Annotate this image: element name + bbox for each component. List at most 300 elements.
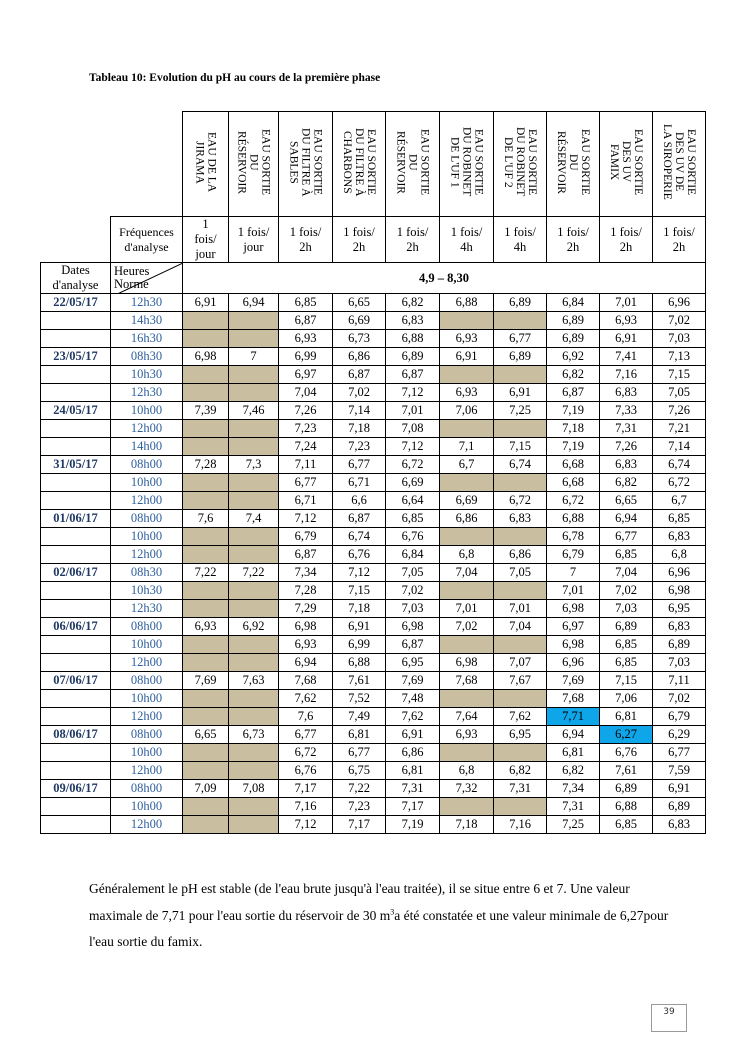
ph-value-cell: 6,91 bbox=[183, 294, 229, 312]
date-cell bbox=[41, 438, 111, 456]
ph-value-cell: 7,03 bbox=[386, 600, 440, 618]
norme-row bbox=[41, 263, 706, 294]
hour-cell: 10h00 bbox=[111, 744, 183, 762]
date-cell bbox=[41, 492, 111, 510]
ph-value-cell: 7,64 bbox=[440, 708, 494, 726]
ph-value-cell: 6,76 bbox=[386, 528, 440, 546]
table-row bbox=[41, 312, 706, 330]
ph-value-cell: 7,49 bbox=[333, 708, 386, 726]
empty-shaded-cell bbox=[229, 528, 279, 546]
table-row bbox=[41, 600, 706, 618]
ph-value-cell: 6,87 bbox=[279, 312, 333, 330]
ph-value-cell: 7,69 bbox=[386, 672, 440, 690]
conclusion-paragraph bbox=[89, 876, 679, 956]
date-cell bbox=[41, 384, 111, 402]
ph-value-cell: 7,09 bbox=[183, 780, 229, 798]
empty-shaded-cell bbox=[229, 654, 279, 672]
empty-shaded-cell bbox=[494, 690, 547, 708]
frequency-cell: 1 fois/ 2h bbox=[386, 217, 440, 263]
ph-value-cell: 7,31 bbox=[494, 780, 547, 798]
ph-value-cell: 6,79 bbox=[547, 546, 600, 564]
empty-shaded-cell bbox=[440, 474, 494, 492]
ph-value-cell: 6,93 bbox=[279, 330, 333, 348]
ph-value-cell: 6,85 bbox=[279, 294, 333, 312]
ph-value-cell: 6,72 bbox=[547, 492, 600, 510]
ph-value-cell: 6,68 bbox=[547, 456, 600, 474]
ph-value-cell: 7,12 bbox=[333, 564, 386, 582]
ph-value-cell: 7,15 bbox=[333, 582, 386, 600]
ph-value-cell: 6,95 bbox=[494, 726, 547, 744]
ph-value-cell: 6,83 bbox=[494, 510, 547, 528]
table-row bbox=[41, 690, 706, 708]
date-cell bbox=[41, 420, 111, 438]
ph-value-cell: 7,3 bbox=[229, 456, 279, 474]
ph-value-cell: 6,87 bbox=[386, 636, 440, 654]
ph-value-cell: 6,93 bbox=[440, 330, 494, 348]
ph-value-cell: 7,25 bbox=[494, 402, 547, 420]
ph-value-cell: 6,89 bbox=[547, 312, 600, 330]
empty-shaded-cell bbox=[183, 312, 229, 330]
ph-value-cell: 7,18 bbox=[547, 420, 600, 438]
ph-value-cell: 6,89 bbox=[653, 798, 706, 816]
ph-value-cell: 7,16 bbox=[494, 816, 547, 834]
date-cell bbox=[41, 708, 111, 726]
empty-shaded-cell bbox=[183, 330, 229, 348]
ph-value-cell: 7,01 bbox=[547, 582, 600, 600]
empty-shaded-cell bbox=[183, 708, 229, 726]
empty-shaded-cell bbox=[494, 582, 547, 600]
table-row bbox=[41, 546, 706, 564]
ph-value-cell: 6,71 bbox=[279, 492, 333, 510]
ph-value-cell: 7,21 bbox=[653, 420, 706, 438]
table-row bbox=[41, 708, 706, 726]
ph-value-cell: 7,28 bbox=[279, 582, 333, 600]
empty-shaded-cell bbox=[229, 492, 279, 510]
ph-value-cell: 6,29 bbox=[653, 726, 706, 744]
ph-value-cell: 7,04 bbox=[440, 564, 494, 582]
ph-value-cell: 7,26 bbox=[600, 438, 653, 456]
ph-value-cell: 7,11 bbox=[279, 456, 333, 474]
ph-value-cell: 7,01 bbox=[494, 600, 547, 618]
ph-value-cell: 7,16 bbox=[600, 366, 653, 384]
table-row bbox=[41, 636, 706, 654]
ph-value-cell: 7,28 bbox=[183, 456, 229, 474]
ph-value-cell: 6,81 bbox=[600, 708, 653, 726]
ph-value-cell: 6,87 bbox=[279, 546, 333, 564]
hour-cell: 12h00 bbox=[111, 492, 183, 510]
ph-value-cell: 7,04 bbox=[600, 564, 653, 582]
empty-shaded-cell bbox=[183, 798, 229, 816]
ph-value-cell: 6,68 bbox=[547, 474, 600, 492]
date-cell bbox=[41, 798, 111, 816]
ph-value-cell: 7,6 bbox=[279, 708, 333, 726]
table-row bbox=[41, 564, 706, 582]
ph-value-cell: 6,89 bbox=[494, 348, 547, 366]
empty-shaded-cell bbox=[440, 744, 494, 762]
ph-value-cell: 6,86 bbox=[440, 510, 494, 528]
ph-value-cell: 7,15 bbox=[600, 672, 653, 690]
ph-value-cell: 7,62 bbox=[279, 690, 333, 708]
column-header-label: EAU DE LA JIRAMA bbox=[193, 131, 218, 193]
ph-value-cell: 7,12 bbox=[279, 816, 333, 834]
ph-value-cell: 7,16 bbox=[279, 798, 333, 816]
empty-shaded-cell bbox=[440, 312, 494, 330]
ph-value-cell: 7,68 bbox=[547, 690, 600, 708]
ph-value-cell: 6,94 bbox=[547, 726, 600, 744]
ph-value-cell: 6,91 bbox=[494, 384, 547, 402]
ph-value-cell: 6,89 bbox=[600, 780, 653, 798]
ph-value-cell: 7,34 bbox=[547, 780, 600, 798]
hour-cell: 10h00 bbox=[111, 474, 183, 492]
heures-norme-cell bbox=[111, 263, 183, 294]
empty-shaded-cell bbox=[229, 474, 279, 492]
ph-value-cell: 7,12 bbox=[386, 384, 440, 402]
empty-shaded-cell bbox=[183, 420, 229, 438]
ph-value-cell: 7,17 bbox=[279, 780, 333, 798]
ph-value-cell: 6,77 bbox=[279, 474, 333, 492]
ph-value-cell: 7,17 bbox=[333, 816, 386, 834]
ph-value-cell: 6,79 bbox=[653, 708, 706, 726]
ph-value-cell: 6,89 bbox=[494, 294, 547, 312]
empty-shaded-cell bbox=[440, 366, 494, 384]
hour-cell: 10h30 bbox=[111, 366, 183, 384]
frequency-cell: 1 fois/ 2h bbox=[547, 217, 600, 263]
empty-shaded-cell bbox=[440, 528, 494, 546]
frequency-cell: 1 fois/ 4h bbox=[440, 217, 494, 263]
ph-value-cell: 6,27 bbox=[600, 726, 653, 744]
table-row bbox=[41, 726, 706, 744]
date-cell: 24/05/17 bbox=[41, 402, 111, 420]
ph-value-cell: 6,79 bbox=[279, 528, 333, 546]
ph-value-cell: 7 bbox=[229, 348, 279, 366]
ph-value-cell: 7,02 bbox=[653, 690, 706, 708]
ph-value-cell: 6,87 bbox=[333, 366, 386, 384]
hour-cell: 08h30 bbox=[111, 348, 183, 366]
column-header-label: EAU SORTIE DU FILTRE À CHARBONS bbox=[341, 127, 377, 197]
hour-cell: 12h30 bbox=[111, 384, 183, 402]
column-header bbox=[600, 112, 653, 217]
ph-value-cell: 7,68 bbox=[440, 672, 494, 690]
hour-cell: 08h00 bbox=[111, 510, 183, 528]
empty-shaded-cell bbox=[440, 582, 494, 600]
ph-value-cell: 6,69 bbox=[440, 492, 494, 510]
empty-shaded-cell bbox=[183, 492, 229, 510]
ph-value-cell: 7,19 bbox=[547, 402, 600, 420]
date-cell bbox=[41, 690, 111, 708]
ph-value-cell: 6,72 bbox=[386, 456, 440, 474]
table-row bbox=[41, 672, 706, 690]
date-cell bbox=[41, 816, 111, 834]
ph-value-cell: 6,75 bbox=[333, 762, 386, 780]
ph-value-cell: 6,84 bbox=[386, 546, 440, 564]
column-header-label: EAU SORTIE DES UV FAMIX bbox=[608, 128, 644, 196]
table-row bbox=[41, 816, 706, 834]
ph-value-cell: 6,88 bbox=[440, 294, 494, 312]
table-row bbox=[41, 510, 706, 528]
ph-value-cell: 7,25 bbox=[547, 816, 600, 834]
ph-value-cell: 6,92 bbox=[547, 348, 600, 366]
table-row bbox=[41, 330, 706, 348]
ph-value-cell: 6,72 bbox=[279, 744, 333, 762]
empty-shaded-cell bbox=[183, 744, 229, 762]
frequency-cell: 1 fois/ 2h bbox=[653, 217, 706, 263]
hour-cell: 10h30 bbox=[111, 582, 183, 600]
hour-cell: 12h00 bbox=[111, 654, 183, 672]
ph-value-cell: 6,94 bbox=[229, 294, 279, 312]
empty-shaded-cell bbox=[229, 816, 279, 834]
empty-shaded-cell bbox=[229, 420, 279, 438]
hour-cell: 12h00 bbox=[111, 420, 183, 438]
ph-value-cell: 6,96 bbox=[653, 294, 706, 312]
ph-value-cell: 7,23 bbox=[333, 798, 386, 816]
empty-shaded-cell bbox=[440, 798, 494, 816]
ph-value-cell: 6,84 bbox=[547, 294, 600, 312]
empty-shaded-cell bbox=[229, 744, 279, 762]
ph-value-cell: 7,32 bbox=[440, 780, 494, 798]
hour-cell: 12h00 bbox=[111, 816, 183, 834]
empty-shaded-cell bbox=[229, 798, 279, 816]
ph-value-cell: 7,22 bbox=[229, 564, 279, 582]
ph-value-cell: 6,95 bbox=[386, 654, 440, 672]
heures-label: Heures bbox=[114, 264, 150, 278]
ph-value-cell: 6,88 bbox=[386, 330, 440, 348]
norme-range: 4,9 – 8,30 bbox=[183, 263, 706, 294]
date-cell: 31/05/17 bbox=[41, 456, 111, 474]
ph-value-cell: 7,31 bbox=[386, 780, 440, 798]
table-row bbox=[41, 438, 706, 456]
ph-value-cell: 7,39 bbox=[183, 402, 229, 420]
ph-value-cell: 7,01 bbox=[600, 294, 653, 312]
ph-value-cell: 6,76 bbox=[600, 744, 653, 762]
ph-value-cell: 7,19 bbox=[386, 816, 440, 834]
ph-value-cell: 7,62 bbox=[386, 708, 440, 726]
empty-shaded-cell bbox=[183, 474, 229, 492]
ph-value-cell: 7,02 bbox=[333, 384, 386, 402]
column-header bbox=[494, 112, 547, 217]
ph-value-cell: 7,15 bbox=[653, 366, 706, 384]
table-row bbox=[41, 384, 706, 402]
empty-shaded-cell bbox=[229, 312, 279, 330]
ph-value-cell: 6,83 bbox=[653, 816, 706, 834]
ph-value-cell: 7,03 bbox=[600, 600, 653, 618]
ph-value-cell: 7,52 bbox=[333, 690, 386, 708]
ph-value-cell: 6,98 bbox=[386, 618, 440, 636]
table-row bbox=[41, 654, 706, 672]
ph-value-cell: 7,48 bbox=[386, 690, 440, 708]
ph-value-cell: 7,05 bbox=[494, 564, 547, 582]
ph-value-cell: 6,87 bbox=[333, 510, 386, 528]
table-row bbox=[41, 474, 706, 492]
date-cell bbox=[41, 474, 111, 492]
ph-value-cell: 6,7 bbox=[440, 456, 494, 474]
ph-value-cell: 7,26 bbox=[279, 402, 333, 420]
hour-cell: 10h00 bbox=[111, 636, 183, 654]
ph-value-cell: 7,05 bbox=[653, 384, 706, 402]
date-cell: 09/06/17 bbox=[41, 780, 111, 798]
ph-value-cell: 6,7 bbox=[653, 492, 706, 510]
hour-cell: 08h30 bbox=[111, 564, 183, 582]
hour-cell: 08h00 bbox=[111, 456, 183, 474]
ph-value-cell: 7,17 bbox=[386, 798, 440, 816]
ph-value-cell: 6,93 bbox=[183, 618, 229, 636]
ph-value-cell: 6,88 bbox=[333, 654, 386, 672]
ph-value-cell: 6,76 bbox=[279, 762, 333, 780]
ph-value-cell: 6,8 bbox=[440, 546, 494, 564]
ph-value-cell: 7,04 bbox=[494, 618, 547, 636]
paragraph-text-2: a été constatée et une valeur minimale de 6,27pour l'eau sortie du famix. bbox=[89, 907, 669, 949]
date-cell bbox=[41, 366, 111, 384]
column-header bbox=[183, 112, 229, 217]
hour-cell: 08h00 bbox=[111, 726, 183, 744]
ph-value-cell: 6,87 bbox=[386, 366, 440, 384]
ph-value-cell: 6,81 bbox=[333, 726, 386, 744]
ph-value-cell: 6,72 bbox=[653, 474, 706, 492]
ph-value-cell: 7,71 bbox=[547, 708, 600, 726]
ph-value-cell: 6,69 bbox=[386, 474, 440, 492]
ph-value-cell: 6,6 bbox=[333, 492, 386, 510]
empty-shaded-cell bbox=[183, 600, 229, 618]
table-row bbox=[41, 618, 706, 636]
ph-value-cell: 6,83 bbox=[653, 528, 706, 546]
empty-shaded-cell bbox=[229, 600, 279, 618]
ph-value-cell: 6,64 bbox=[386, 492, 440, 510]
page-number: 39 bbox=[651, 1004, 687, 1032]
ph-value-cell: 7,46 bbox=[229, 402, 279, 420]
empty-shaded-cell bbox=[494, 744, 547, 762]
empty-shaded-cell bbox=[229, 636, 279, 654]
ph-value-cell: 6,85 bbox=[653, 510, 706, 528]
ph-value-cell: 6,86 bbox=[333, 348, 386, 366]
ph-value-cell: 7,08 bbox=[229, 780, 279, 798]
hour-cell: 10h00 bbox=[111, 798, 183, 816]
ph-value-cell: 6,77 bbox=[333, 744, 386, 762]
ph-value-cell: 6,83 bbox=[653, 618, 706, 636]
date-cell bbox=[41, 762, 111, 780]
ph-value-cell: 6,85 bbox=[386, 510, 440, 528]
ph-value-cell: 6,98 bbox=[547, 600, 600, 618]
date-cell bbox=[41, 600, 111, 618]
date-cell bbox=[41, 330, 111, 348]
empty-shaded-cell bbox=[229, 330, 279, 348]
ph-value-cell: 7,33 bbox=[600, 402, 653, 420]
table-row bbox=[41, 582, 706, 600]
ph-value-cell: 6,85 bbox=[600, 816, 653, 834]
table-row bbox=[41, 348, 706, 366]
ph-value-cell: 7,26 bbox=[653, 402, 706, 420]
hour-cell: 12h30 bbox=[111, 294, 183, 312]
table-caption: Tableau 10: Evolution du pH au cours de la première phase bbox=[89, 72, 381, 84]
column-header-label: EAU SORTIE DU ROBINET DE L'UF 2 bbox=[502, 127, 538, 197]
ph-value-cell: 7,06 bbox=[440, 402, 494, 420]
ph-value-cell: 6,98 bbox=[653, 582, 706, 600]
ph-value-cell: 6,65 bbox=[333, 294, 386, 312]
ph-value-cell: 6,77 bbox=[653, 744, 706, 762]
ph-value-cell: 6,94 bbox=[279, 654, 333, 672]
ph-value-cell: 6,91 bbox=[440, 348, 494, 366]
column-header-label: EAU SORTIE DU ROBINET DE L'UF 1 bbox=[448, 127, 485, 197]
ph-value-cell: 7,14 bbox=[333, 402, 386, 420]
ph-value-cell: 6,74 bbox=[333, 528, 386, 546]
table-row bbox=[41, 366, 706, 384]
table-row bbox=[41, 528, 706, 546]
ph-value-cell: 6,98 bbox=[547, 636, 600, 654]
empty-shaded-cell bbox=[494, 312, 547, 330]
hour-cell: 14h00 bbox=[111, 438, 183, 456]
ph-value-cell: 7,02 bbox=[653, 312, 706, 330]
empty-shaded-cell bbox=[183, 438, 229, 456]
hour-cell: 12h00 bbox=[111, 762, 183, 780]
ph-value-cell: 7,19 bbox=[547, 438, 600, 456]
ph-value-cell: 7,24 bbox=[279, 438, 333, 456]
norme-label: Norme bbox=[114, 277, 149, 291]
frequency-cell: 1 fois/ 4h bbox=[494, 217, 547, 263]
ph-value-cell: 7,07 bbox=[494, 654, 547, 672]
ph-value-cell: 6,83 bbox=[600, 456, 653, 474]
date-cell bbox=[41, 528, 111, 546]
column-header-label: EAU SORTIE DU RÉSERVOIR bbox=[555, 128, 591, 196]
ph-value-cell: 7,22 bbox=[183, 564, 229, 582]
ph-value-cell: 6,99 bbox=[333, 636, 386, 654]
hour-cell: 08h00 bbox=[111, 672, 183, 690]
column-header bbox=[653, 112, 706, 217]
ph-value-cell: 6,82 bbox=[547, 366, 600, 384]
ph-value-cell: 7,06 bbox=[600, 690, 653, 708]
ph-value-cell: 6,91 bbox=[386, 726, 440, 744]
column-header-label: EAU SORTIE DU FILTRE À SABLES bbox=[287, 127, 324, 197]
ph-value-cell: 6,82 bbox=[386, 294, 440, 312]
frequency-cell: 1 fois/ jour bbox=[229, 217, 279, 263]
empty-shaded-cell bbox=[229, 384, 279, 402]
ph-value-cell: 6,96 bbox=[653, 564, 706, 582]
ph-value-cell: 7,13 bbox=[653, 348, 706, 366]
ph-value-cell: 6,93 bbox=[600, 312, 653, 330]
date-cell: 01/06/17 bbox=[41, 510, 111, 528]
frequency-cell: 1 fois/ 2h bbox=[333, 217, 386, 263]
hour-cell: 10h00 bbox=[111, 528, 183, 546]
ph-value-cell: 6,83 bbox=[600, 384, 653, 402]
ph-value-cell: 7,01 bbox=[440, 600, 494, 618]
ph-value-cell: 6,8 bbox=[440, 762, 494, 780]
empty-shaded-cell bbox=[229, 582, 279, 600]
table-row bbox=[41, 492, 706, 510]
ph-value-cell: 7,14 bbox=[653, 438, 706, 456]
ph-value-cell: 7,67 bbox=[494, 672, 547, 690]
ph-value-cell: 7,12 bbox=[279, 510, 333, 528]
ph-value-cell: 7,04 bbox=[279, 384, 333, 402]
ph-value-cell: 7,11 bbox=[653, 672, 706, 690]
empty-shaded-cell bbox=[183, 582, 229, 600]
hour-cell: 10h00 bbox=[111, 690, 183, 708]
ph-value-cell: 7,69 bbox=[183, 672, 229, 690]
empty-shaded-cell bbox=[494, 528, 547, 546]
date-cell: 07/06/17 bbox=[41, 672, 111, 690]
ph-table bbox=[40, 111, 706, 834]
empty-shaded-cell bbox=[229, 762, 279, 780]
empty-shaded-cell bbox=[183, 654, 229, 672]
table-row bbox=[41, 762, 706, 780]
ph-value-cell: 6,86 bbox=[494, 546, 547, 564]
frequency-cell: 1 fois/ 2h bbox=[279, 217, 333, 263]
hour-cell: 08h00 bbox=[111, 780, 183, 798]
paragraph-text-1: Généralement le pH est stable (de l'eau brute jusqu'à l'eau traitée), il se situe entre 6 et 7. Une valeur maximale de 7,71 pour l'eau sortie du réservoir de 30 m bbox=[89, 881, 630, 923]
empty-shaded-cell bbox=[183, 816, 229, 834]
empty-shaded-cell bbox=[229, 438, 279, 456]
dates-label: Dates d'analyse bbox=[41, 263, 111, 294]
ph-value-cell: 6,88 bbox=[547, 510, 600, 528]
ph-value-cell: 7,34 bbox=[279, 564, 333, 582]
ph-value-cell: 6,77 bbox=[600, 528, 653, 546]
ph-value-cell: 6,65 bbox=[600, 492, 653, 510]
